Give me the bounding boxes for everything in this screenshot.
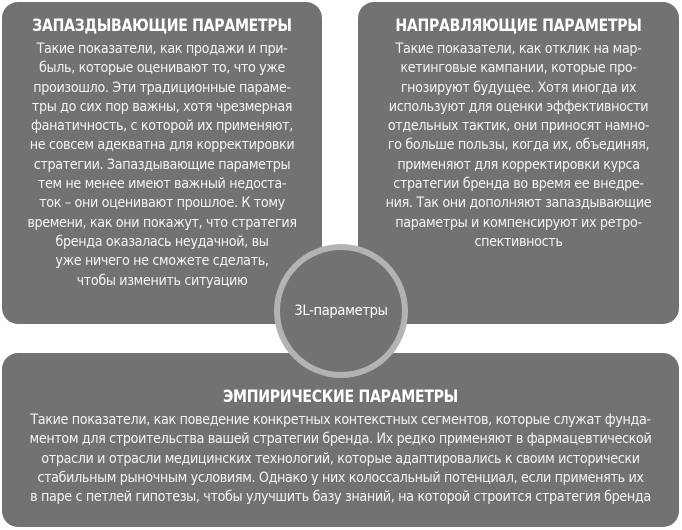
text-line: чтобы изменить ситуацию: [76, 272, 248, 289]
text-line: стратегии бренда во время ее внедре-: [393, 176, 644, 193]
text-line: ния. Так они дополняют запаздывающие: [385, 195, 652, 212]
text-line: тры до сих пор важны, хотя чрезмерная: [31, 98, 293, 115]
text-line: кетинговые кампании, которые про-: [400, 60, 637, 77]
text-line: гнозируют будущее. Хотя иногда их: [400, 79, 637, 96]
center-circle: [274, 244, 408, 378]
lagging-parameters-title: ЗАПАЗДЫВАЮЩИЕ ПАРАМЕТРЫ: [32, 16, 292, 36]
text-line: времени, как они покажут, что стратегия: [27, 214, 297, 231]
text-line: тем не менее имеют важный недоста-: [37, 176, 287, 193]
center-circle-inner: [280, 250, 402, 372]
text-line: в паре с петлей гипотезы, чтобы улучшить базу знаний, на которой строится стратегия бренда: [30, 489, 651, 506]
leading-parameters-text: [368, 40, 669, 252]
leading-parameters-title: НАПРАВЛЯЮЩИЕ ПАРАМЕТРЫ: [395, 16, 642, 36]
lagging-parameters-text: [12, 40, 312, 291]
text-line: спективность: [474, 233, 563, 250]
text-line: уже ничего не сможете сделать,: [55, 253, 269, 270]
lagging-parameters-box: [2, 2, 322, 324]
text-line: ментом для строительства вашей стратегии бренда. Их редко применяют в фармацевтической: [29, 431, 652, 448]
text-line: произошло. Эти традиционные параме-: [33, 79, 291, 96]
text-line: быль, которые оценивают то, что уже: [39, 60, 285, 77]
text-line: бренда оказалась неудачной, вы: [55, 233, 269, 250]
text-line: фанатичность, с которой их применяют,: [31, 118, 293, 135]
text-line: стратегии. Запаздывающие параметры: [33, 156, 291, 173]
learning-parameters-box: [2, 353, 679, 527]
center-label: 3L-параметры: [294, 303, 388, 319]
text-line: параметры и компенсируют их ретро-: [395, 214, 642, 231]
learning-parameters-text: [10, 411, 671, 507]
text-line: отрасли и отрасли медицинских технологий, которые адаптировались к своим исторически: [41, 450, 640, 467]
text-line: не совсем адекватна для корректировки: [29, 137, 295, 154]
text-line: Такие показатели, как продажи и при-: [36, 41, 288, 57]
text-line: Такие показатели, как поведение конкретных контекстных сегментов, которые служат фунда-: [30, 412, 651, 428]
text-line: го больше пользы, когда их, объединяя,: [387, 137, 650, 154]
text-line: применяют для корректировки курса: [397, 156, 640, 173]
text-line: используют для оценки эффективности: [388, 98, 649, 115]
text-line: стабильным рыночным условиям. Однако у них колоссальный потенциал, если применять их: [37, 469, 644, 486]
learning-parameters-title: ЭМПИРИЧЕСКИЕ ПАРАМЕТРЫ: [223, 387, 458, 407]
leading-parameters-box: [358, 2, 679, 324]
text-line: Такие показатели, как отклик на мар-: [395, 41, 642, 57]
text-line: ток – они оценивают прошлое. К тому: [39, 195, 285, 212]
text-line: отдельных тактик, они приносят намно-: [387, 118, 650, 135]
